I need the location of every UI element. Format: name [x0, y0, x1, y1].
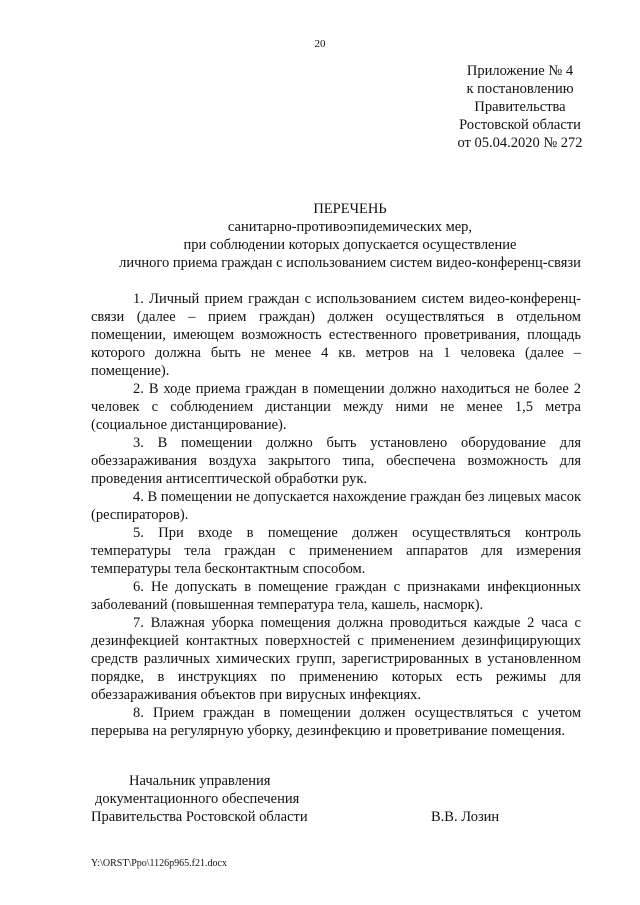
list-item: 5. При входе в помещение должен осуществляться контроль температуры тела граждан с применением аппаратов для измерения температуры тела бесконтактным способом. — [91, 525, 581, 577]
list-item: 7. Влажная уборка помещения должна проводиться каждые 2 часа с дезинфекцией контактных поверхностей с применением дезинфицирующих средств различных химических групп, зарегистрированных в установленном порядке, в инструкциях по применению которых есть режимы для обеззараживания объектов при вирусных инфекциях. — [91, 615, 581, 703]
document-heading — [0, 200, 640, 272]
heading-line: личного приема граждан с использованием систем видео-конференц-связи — [119, 255, 581, 271]
signatory-name: В.В. Лозин — [431, 809, 500, 825]
signature-block — [91, 772, 591, 826]
signatory-position: Начальник управления — [129, 773, 271, 789]
appendix-line: Ростовской области — [459, 117, 581, 133]
measures-list — [91, 290, 581, 740]
appendix-line: Правительства — [474, 99, 566, 115]
heading-line: санитарно-противоэпидемических мер, — [227, 219, 473, 235]
list-item: 1. Личный прием граждан с использованием систем видео-конференц-связи (далее – прием граждан) должен осуществляться в отдельном помещении, имеющем возможность естественного проветривания, площадь которого должна быть не менее 4 кв. метров на 1 человека (далее – помещение). — [91, 291, 581, 379]
heading-line: при соблюдении которых допускается осуществление — [183, 237, 517, 253]
signatory-organization: Правительства Ростовской области — [91, 809, 308, 825]
appendix-line: Приложение № 4 — [466, 63, 574, 79]
page-number: 20 — [314, 38, 326, 50]
appendix-line: от 05.04.2020 № 272 — [457, 135, 583, 151]
document-title: ПЕРЕЧЕНЬ — [313, 201, 387, 217]
file-path-footer: Y:\ORST\Ppo\1126p965.f21.docx — [91, 858, 227, 869]
signatory-row — [91, 808, 591, 826]
list-item: 4. В помещении не допускается нахождение граждан без лицевых масок (респираторов). — [91, 489, 581, 523]
signatory-department: документационного обеспечения — [95, 791, 300, 807]
appendix-header — [440, 62, 600, 152]
list-item: 3. В помещении должно быть установлено оборудование для обеззараживания воздуха закрытого типа, обеспечена возможность для проведения антисептической обработки рук. — [91, 435, 581, 487]
appendix-line: к постановлению — [466, 81, 574, 97]
list-item: 6. Не допускать в помещение граждан с признаками инфекционных заболеваний (повышенная температура тела, кашель, насморк). — [91, 579, 581, 613]
list-item: 8. Прием граждан в помещении должен осуществляться с учетом перерыва на регулярную уборку, дезинфекцию и проветривание помещения. — [91, 705, 581, 739]
list-item: 2. В ходе приема граждан в помещении должно находиться не более 2 человек с соблюдением дистанции между ними не менее 1,5 метра (социальное дистанцирование). — [91, 381, 581, 433]
